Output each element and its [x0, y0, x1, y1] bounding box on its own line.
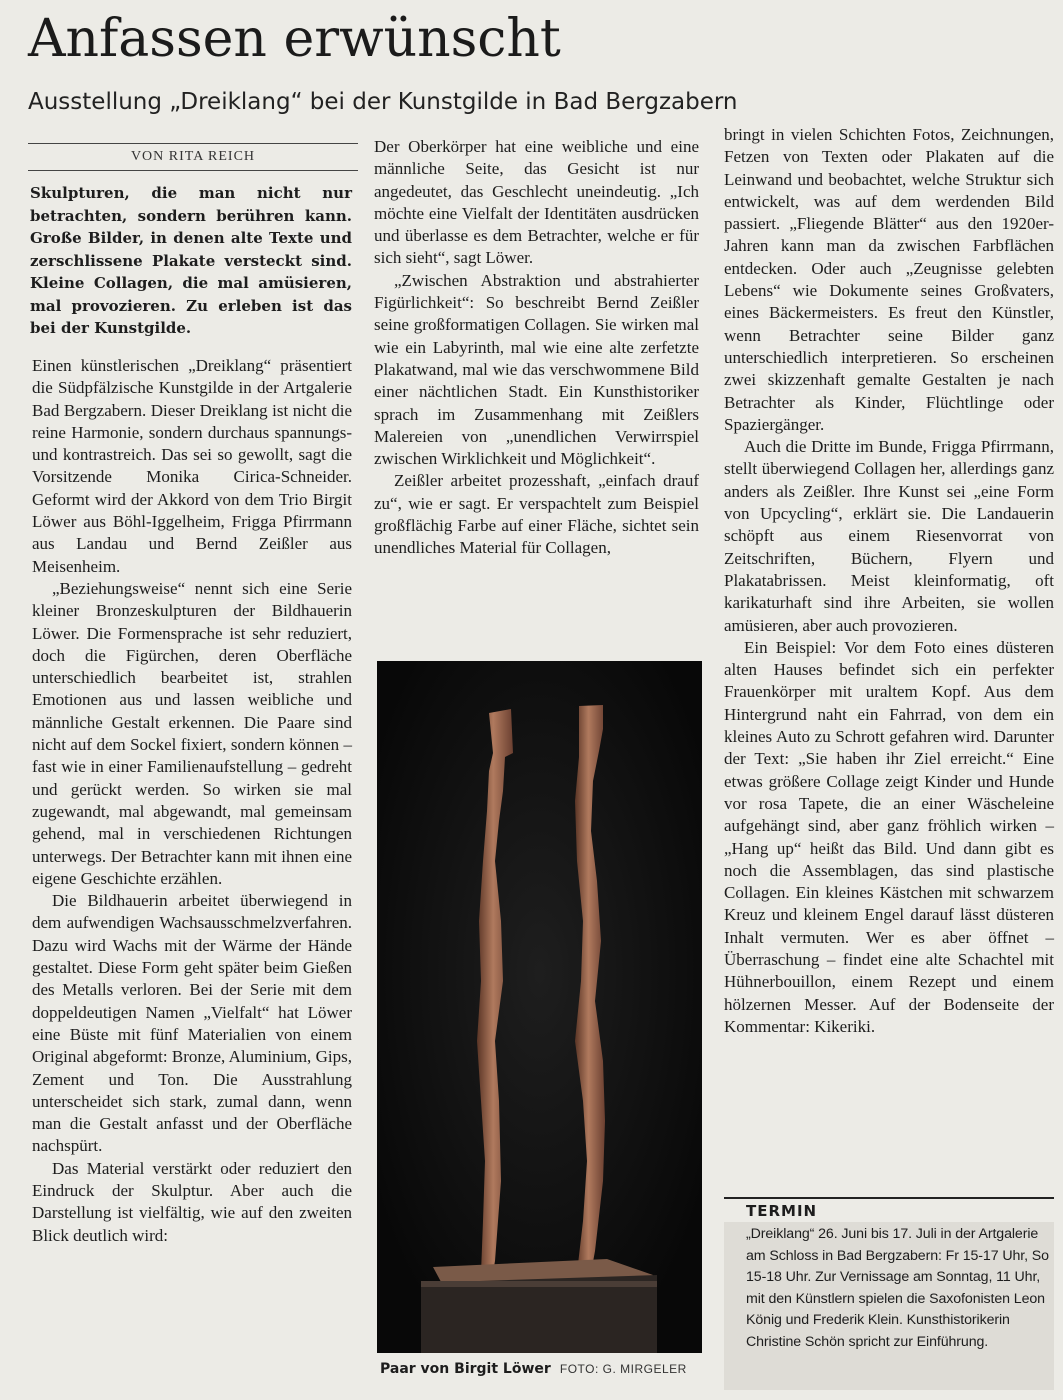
termin-rule	[724, 1197, 1054, 1199]
paragraph: Auch die Dritte im Bunde, Frigga Pfirrmann, stellt überwiegend Collagen her, allerdings ganz anders als Zeißler. Ihre Kunst sei „eine Form von Upcycling“, erklärt sie. Die Landauerin schöpft aus einem Riesenvorrat von Zeitschriften, Büchern, Flyern und Plakatabrissen. Meist kleinformatig, oft karikaturhaft sind ihre Arbeiten, sie wollen amüsieren, aber auch provozieren.	[724, 437, 1054, 635]
termin-text: „Dreiklang“ 26. Juni bis 17. Juli in der Artgalerie am Schloss in Bad Bergzabern: Fr 15-17 Uhr, So 15-18 Uhr. Zur Vernissage am Sonntag, 11 Uhr, mit den Künstlern spielen die Saxofonisten Leon König und Frederik Klein. Kunsthistorikerin Christine Schön spricht zur Einführung.	[746, 1226, 1049, 1350]
article-column-1	[32, 355, 352, 1247]
sculpture-photo	[377, 661, 702, 1353]
byline: VON RITA REICH	[130, 149, 256, 164]
paragraph: bringt in vielen Schichten Fotos, Zeichnungen, Fetzen von Texten oder Plakaten auf die Leinwand und beobachtet, welche Struktur sich entwickelt, was auf dem werdenden Bild passiert. „Fliegende Blätter“ aus den 1920er-Jahren kann man da zwischen Farbflächen entdecken. Oder auch „Zeugnisse gelebten Lebens“ wie Dokumente seines Großvaters, eines Bäckermeisters. Es freut den Künstler, wenn Betrachter seine Bilder ganz unterschiedlich interpretieren. So erscheinen zwei skizzenhaft gemalte Gestalten je nach Betrachter als Kinder, Flüchtlinge oder Spaziergänger.	[724, 125, 1054, 434]
sculpture-illustration	[377, 661, 702, 1353]
caption-title: Paar von Birgit Löwer	[380, 1361, 551, 1377]
article-column-2	[374, 136, 699, 560]
headline: Anfassen erwünscht	[28, 9, 561, 69]
paragraph: Die Bildhauerin arbeitet überwiegend in dem aufwendigen Wachsausschmelzverfahren. Dazu wird Wachs mit der Wärme der Hände gestaltet. Diese Form geht später beim Gießen des Metalls verloren. Bei der Serie mit dem doppeldeutigen Namen „Vielfalt“ hat Löwer eine Büste mit fünf Materialien von einem Original abgeformt: Bronze, Aluminium, Gips, Zement und Ton. Die Ausstrahlung unterscheidet sich stark, zumal dann, wenn man die Gestalt anfasst und der Oberfläche nachspürt.	[32, 891, 352, 1156]
paragraph: Einen künstlerischen „Dreiklang“ präsentiert die Südpfälzische Kunstgilde in der Artgalerie Bad Bergzabern. Dieser Dreiklang ist nicht die reine Harmonie, sondern durchaus spannungs- und kontrastreich. Das sei so gewollt, sagt die Vorsitzende Monika Cirica-Schneider. Geformt wird der Akkord von dem Trio Birgit Löwer aus Böhl-Iggelheim, Frigga Pfirrmann aus Landau und Bernd Zeißler aus Meisenheim.	[32, 356, 352, 576]
photo-caption	[380, 1357, 710, 1380]
paragraph: „Beziehungsweise“ nennt sich eine Serie kleiner Bronzeskulpturen der Bildhauerin Löwer. Die Formensprache ist sehr reduziert, doch die Figürchen, deren Oberfläche unterschiedlich bearbeitet ist, strahlen Emotionen aus und lassen weibliche und männliche Gestalt erkennen. Die Paare sind nicht auf dem Sockel fixiert, sondern können – fast wie in einer Familienaufstellung – gedreht und gerückt werden. So wirken sie mal zugewandt, mal abgewandt, mal gemeinsam gehend, mal in verschiedenen Richtungen unterwegs. Der Betrachter kann mit ihnen eine eigene Geschichte erzählen.	[32, 578, 352, 888]
photo-credit: FOTO: G. MIRGELER	[559, 1362, 687, 1376]
lead-paragraph: Skulpturen, die man nicht nur betrachten, sondern berühren kann. Große Bilder, in denen alte Texte und zerschlissene Plakate versteckt sind. Kleine Collagen, die mal amüsieren, mal provozieren. Zu erleben ist das bei der Kunstgilde.	[30, 184, 352, 337]
paragraph: „Zwischen Abstraktion und abstrahierter Figürlichkeit“: So beschreibt Bernd Zeißler seine großformatigen Collagen. Sie wirken mal wie ein Labyrinth, mal wie eine alte zerfetzte Plakatwand, mal wie das verschwommene Bild einer nächtlichen Stadt. Ein Kunsthistoriker sprach im Zusammenhang mit Zeißlers Malereien von „unendlichen Verwirrspiel zwischen Wirklichkeit und Möglichkeit“.	[374, 270, 699, 469]
article-column-3	[724, 124, 1054, 1038]
paragraph: Das Material verstärkt oder reduziert den Eindruck der Skulptur. Aber auch die Darstellung ist vielfältig, wie auf den zweiten Blick deutlich wird:	[32, 1158, 352, 1245]
paragraph: Ein Beispiel: Vor dem Foto eines düsteren alten Hauses befindet sich ein perfekter Frauenkörper mit uraltem Kopf. Aus dem Hintergrund naht ein Fahrrad, von dem ein kleines Auto zu Schrott gefahren wird. Darunter der Text: „Sie haben ihr Ziel erreicht.“ Eine etwas größere Collage zeigt Kinder und Hunde vor rosa Tapete, die an einer Wäscheleine aufgehängt sind, aber ganz fröhlich wirken – „Hang up“ heißt das Bild. Und dann gibt es noch die Assemblagen, das sind plastische Collagen. Ein kleines Kästchen mit schwarzem Kreuz und kleinem Engel darauf lässt düsteren Inhalt vermuten. Wer es aber öffnet – Überraschung – findet eine alte Schachtel mit Hühnerbouillon, einem Rezept und einem hölzernen Messer. Auf der Bodenseite der Kommentar: Kikeriki.	[724, 637, 1054, 1036]
subheadline: Ausstellung „Dreiklang“ bei der Kunstgilde in Bad Bergzabern	[28, 89, 738, 115]
byline-rule-bottom	[28, 170, 358, 171]
paragraph: Zeißler arbeitet prozesshaft, „einfach drauf zu“, wie er sagt. Er verspachtelt zum Beispiel großflächig Farbe auf einer Fläche, sichtet sein unendliches Material für Collagen,	[374, 471, 699, 558]
byline-rule-top	[28, 143, 358, 144]
paragraph: Der Oberkörper hat eine weibliche und eine männliche Seite, das Gesicht ist nur angedeutet, das Geschlecht uneindeutig. „Ich möchte eine Vielfalt der Identitäten ausdrücken und überlasse es dem Betrachter, welche er für sich sieht“, sagt Löwer.	[374, 137, 699, 268]
termin-title: TERMIN	[746, 1202, 818, 1220]
